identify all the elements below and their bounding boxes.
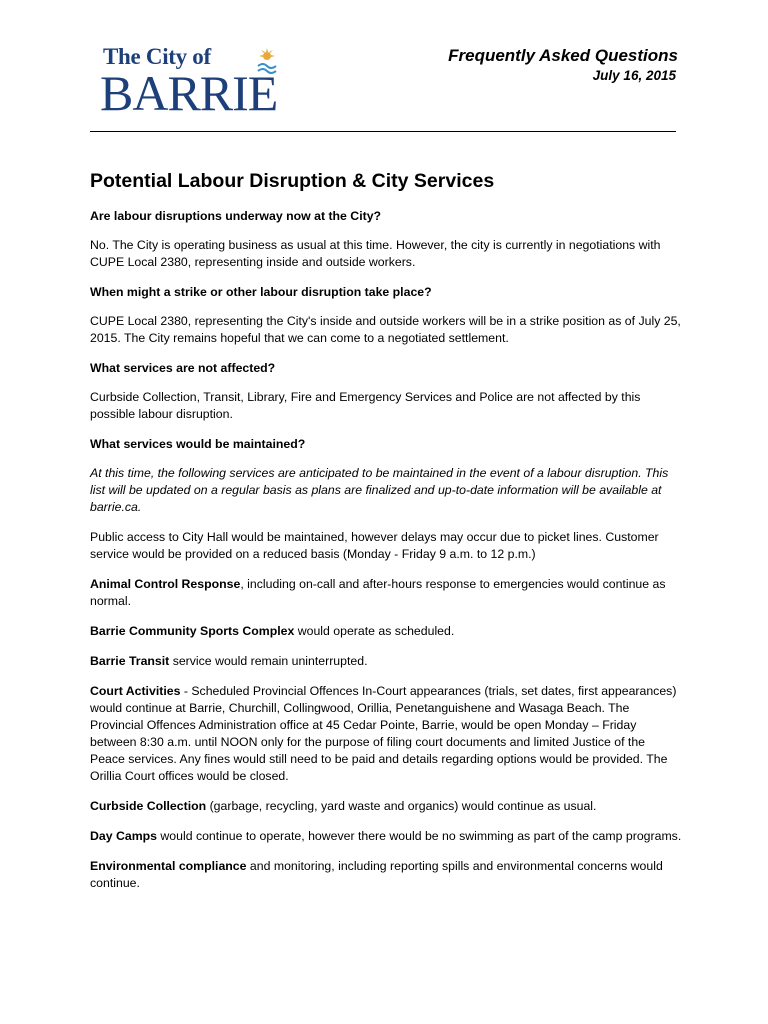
answer-1: No. The City is operating business as usual at this time. However, the city is currently in negotiations with CUPE Local 2380, representing inside and outside workers. <box>90 238 661 269</box>
service-item <box>90 683 682 785</box>
service-description: would continue to operate, however there would be no swimming as part of the camp programs. <box>156 829 682 843</box>
service-item <box>90 623 682 640</box>
logo-emblem-icon <box>255 46 279 76</box>
document-body <box>90 168 682 905</box>
logo-line2: BARRIE <box>100 65 278 121</box>
answer-3: Curbside Collection, Transit, Library, Fire and Emergency Services and Police are not affected by this possible labour disruption. <box>90 390 641 421</box>
service-item <box>90 653 682 670</box>
service-name: Curbside Collection <box>90 799 207 813</box>
answer-4-city-hall-access: Public access to City Hall would be maintained, however delays may occur due to picket lines. Customer service would be provided on a reduced basis (Monday - Friday 9 a.m. to 12 p.m.) <box>90 530 659 561</box>
service-item <box>90 858 682 892</box>
answer-2: CUPE Local 2380, representing the City's inside and outside workers will be in a strike position as of July 25, 2015. The City remains hopeful that we can come to a negotiated settlement. <box>90 314 681 345</box>
service-description: would operate as scheduled. <box>294 624 455 638</box>
faq-date: July 16, 2015 <box>592 68 676 83</box>
service-description: and monitoring, including reporting spills and environmental concerns would continue. <box>90 859 663 890</box>
city-of-barrie-logo <box>100 44 290 120</box>
service-item <box>90 576 682 610</box>
question-2: When might a strike or other labour disruption take place? <box>90 285 432 299</box>
service-description: (garbage, recycling, yard waste and organics) would continue as usual. <box>206 799 597 813</box>
service-name: Day Camps <box>90 829 157 843</box>
header-divider <box>90 131 676 132</box>
service-description: - Scheduled Provincial Offences In-Court appearances (trials, set dates, first appearances) would continue at Barrie, Churchill, Collingwood, Orillia, Penetanguishene and Wasaga Beach. The Provincial Offences Administration office at 45 Cedar Pointe, Barrie, would be open Monday – Friday between 8:30 a.m. until NOON only for the purpose of filing court documents and limited Justice of the Peace services. Any fines would still need to be paid and details regarding options would be provided. The Orillia Court offices would be closed. <box>90 684 677 783</box>
faq-title: Frequently Asked Questions <box>448 46 678 65</box>
service-description: service would remain uninterrupted. <box>169 654 368 668</box>
service-description: , including on-call and after-hours response to emergencies would continue as normal. <box>90 577 666 608</box>
page-title: Potential Labour Disruption & City Services <box>90 170 495 192</box>
service-item <box>90 798 682 815</box>
service-name: Environmental compliance <box>90 859 247 873</box>
question-4: What services would be maintained? <box>90 437 306 451</box>
service-name: Animal Control Response <box>90 577 241 591</box>
service-name: Barrie Transit <box>90 654 170 668</box>
logo-line1: The City of <box>103 44 211 69</box>
question-3: What services are not affected? <box>90 361 276 375</box>
service-name: Barrie Community Sports Complex <box>90 624 295 638</box>
document-header <box>448 46 678 83</box>
service-name: Court Activities <box>90 684 181 698</box>
answer-4-note: At this time, the following services are anticipated to be maintained in the event of a labour disruption. This list will be updated on a regular basis as plans are finalized and up-to-date information will be available at barrie.ca. <box>90 466 669 514</box>
service-item <box>90 828 682 845</box>
question-1: Are labour disruptions underway now at the City? <box>90 209 382 223</box>
